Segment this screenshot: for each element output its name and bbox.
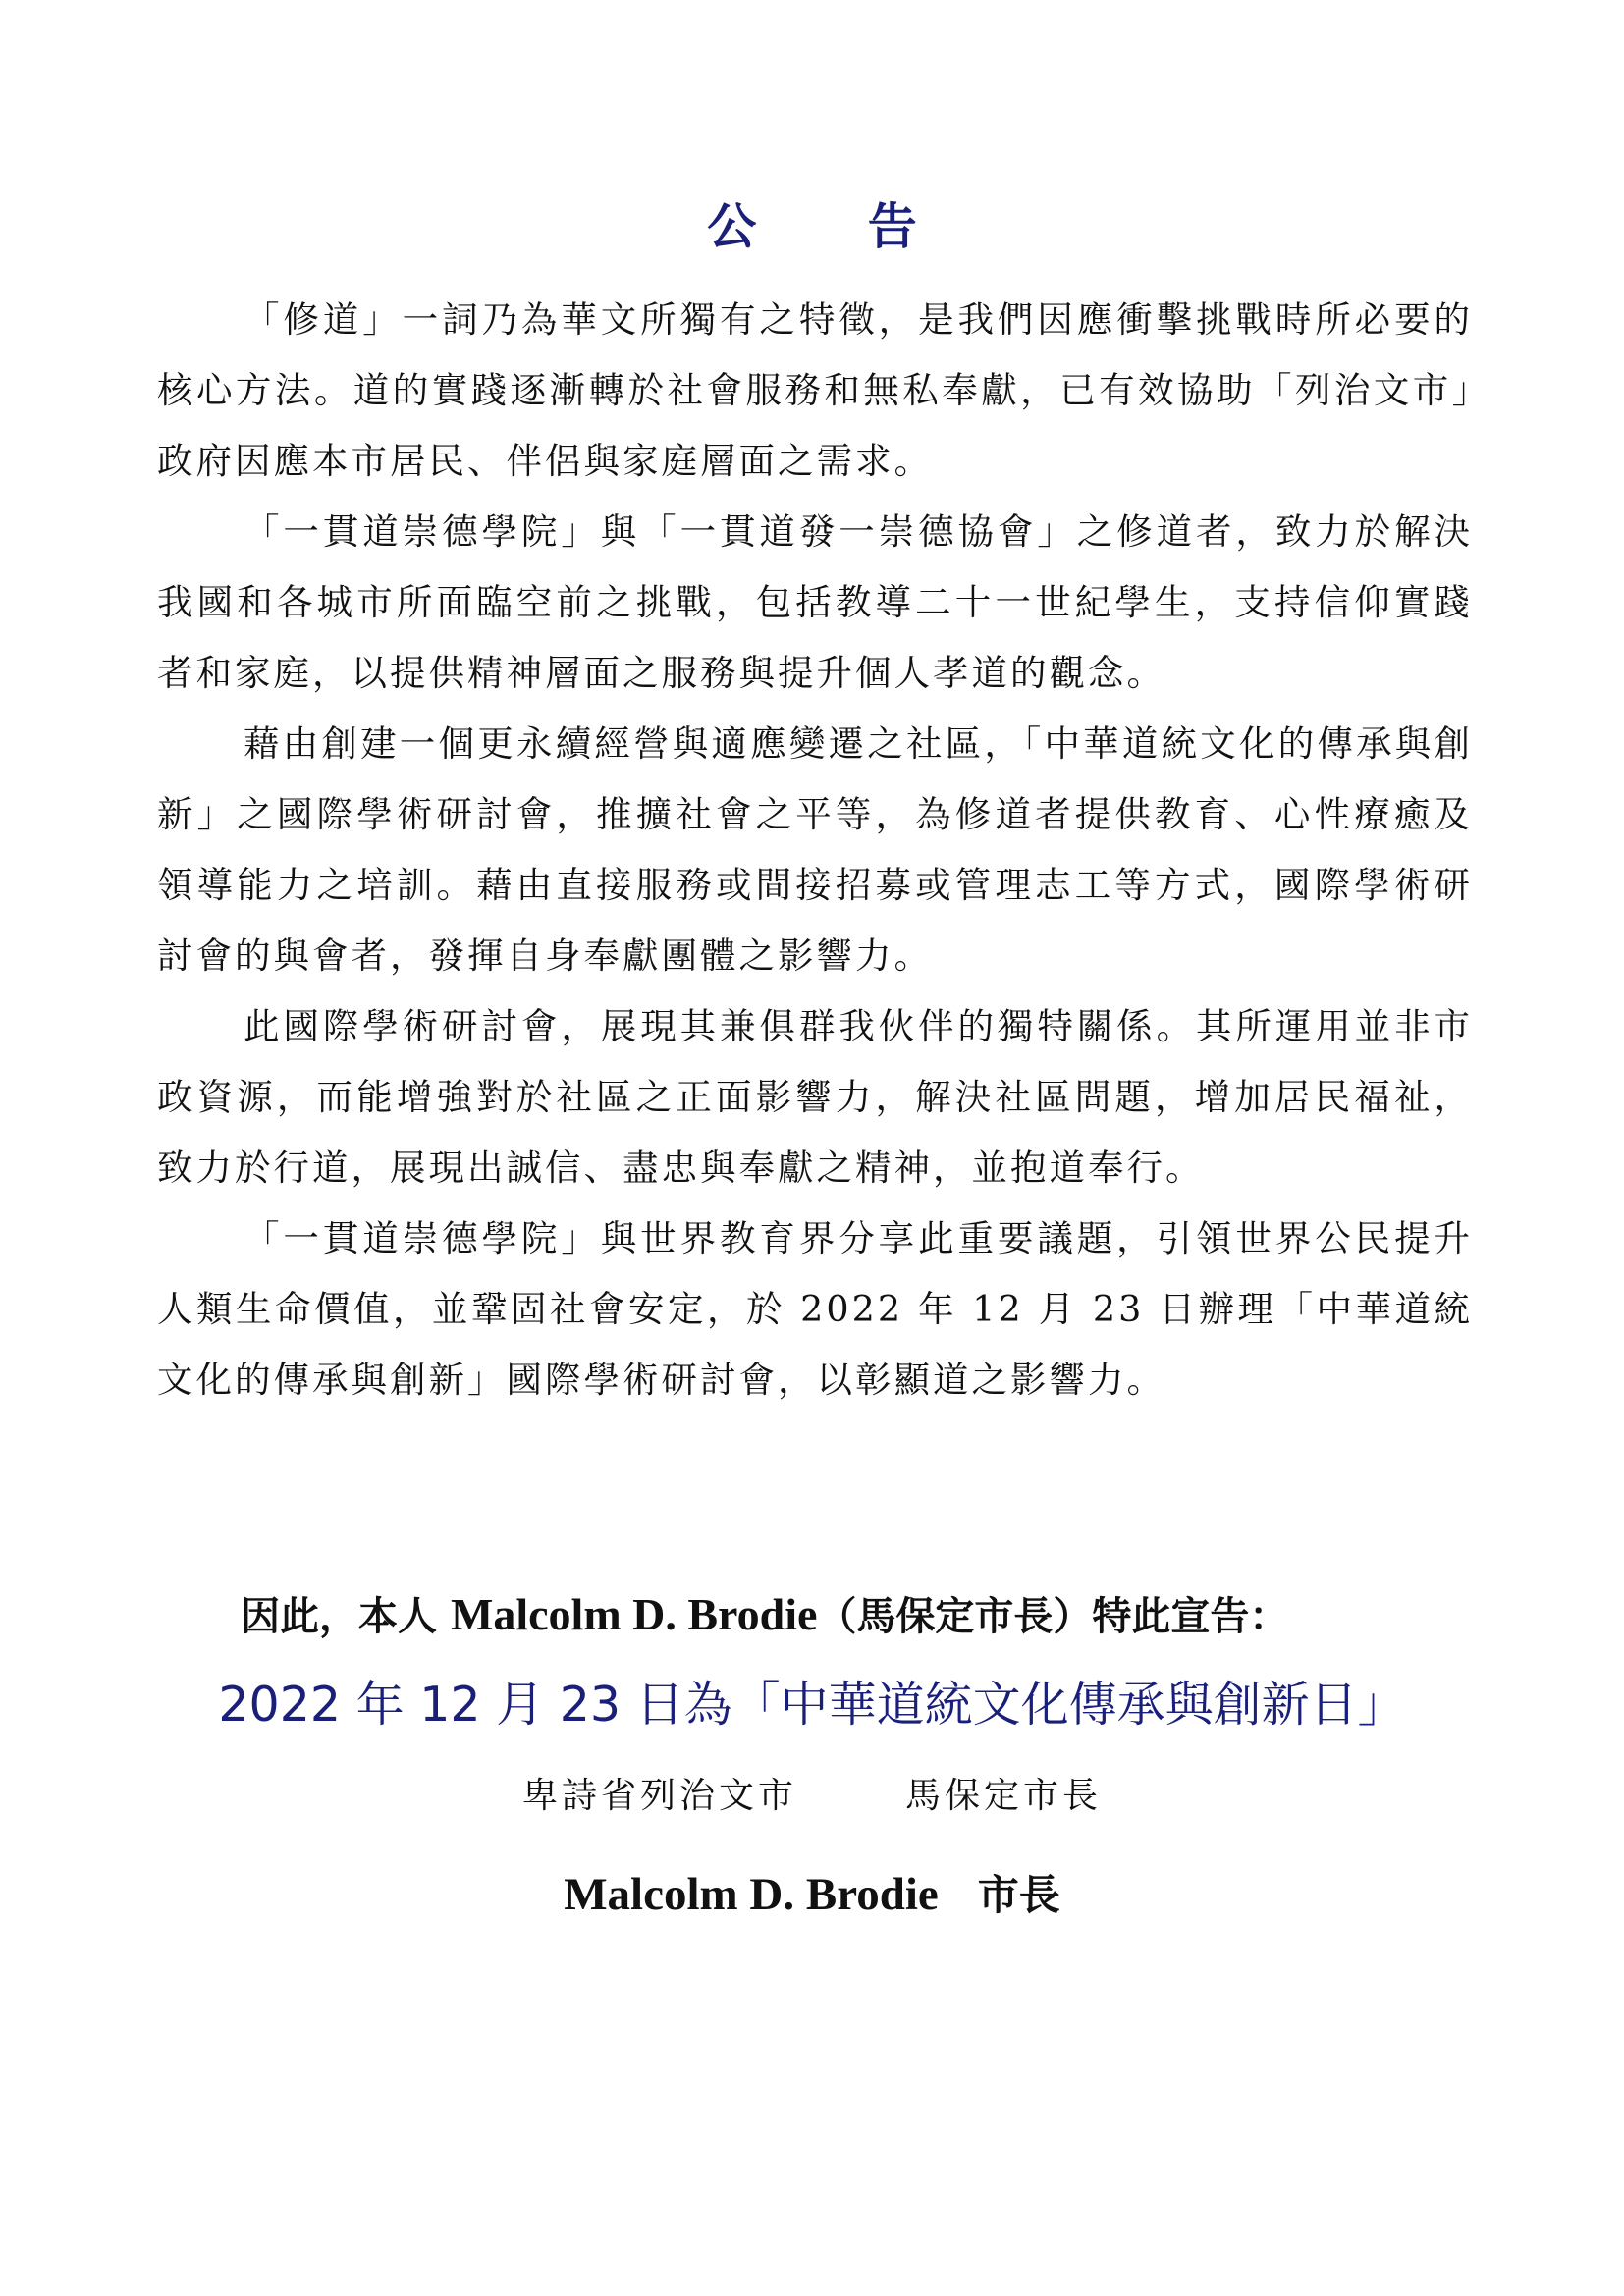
declaration-suffix: （馬保定市長）特此宣告： <box>817 1593 1289 1639</box>
declaration-name: Malcolm D. Brodie <box>450 1589 818 1639</box>
paragraph-2: 「一貫道崇德學院」與「一貫道發一崇德協會」之修道者，致力於解決我國和各城市所面臨空前之挑戰，包括教導二十一世紀學生，支持信仰實踐者和家庭，以提供精神層面之服務與提升個人孝道的觀念。 <box>157 510 1473 694</box>
signature-name: Malcolm D. Brodie <box>564 1869 939 1920</box>
signature-place: 卑詩省列治文市 <box>521 1776 797 1816</box>
proclamation-headline: 2022 年 12 月 23 日為「中華道統文化傳承與創新日」 <box>218 1677 1406 1733</box>
paragraph-1: 「修道」一詞乃為華文所獨有之特徵，是我們因應衝擊挑戰時所必要的核心方法。道的實踐逐漸轉於社會服務和無私奉獻，已有效協助「列治文市」政府因應本市居民、伴侶與家庭層面之需求。 <box>157 298 1473 482</box>
signature-title: 市長 <box>977 1871 1060 1919</box>
document-body <box>157 285 1473 1415</box>
signature-name-line <box>0 1860 1624 1930</box>
document-title: 公 告 <box>707 198 964 255</box>
signature-affiliation <box>0 1767 1624 1826</box>
signature-role: 馬保定市長 <box>905 1776 1103 1816</box>
paragraph-5: 「一貫道崇德學院」與世界教育界分享此重要議題，引領世界公民提升人類生命價值，並鞏固社會安定，於 2022 年 12 月 23 日辦理「中華道統文化的傳承與創新」國際學術研討會，以彰顯道之影響力。 <box>157 1217 1473 1401</box>
declaration-line <box>241 1585 1288 1646</box>
paragraph-3: 藉由創建一個更永續經營與適應變遷之社區，「中華道統文化的傳承與創新」之國際學術研討會，推擴社會之平等，為修道者提供教育、心性療癒及領導能力之培訓。藉由直接服務或間接招募或管理志工等方式，國際學術研討會的與會者，發揮自身奉獻團體之影響力。 <box>157 722 1473 977</box>
declaration-prefix: 因此，本人 <box>241 1593 451 1639</box>
paragraph-4: 此國際學術研討會，展現其兼俱群我伙伴的獨特關係。其所運用並非市政資源，而能增強對於社區之正面影響力，解決社區問題，增加居民福祉，致力於行道，展現出誠信、盡忠與奉獻之精神，並抱道奉行。 <box>157 1005 1473 1189</box>
